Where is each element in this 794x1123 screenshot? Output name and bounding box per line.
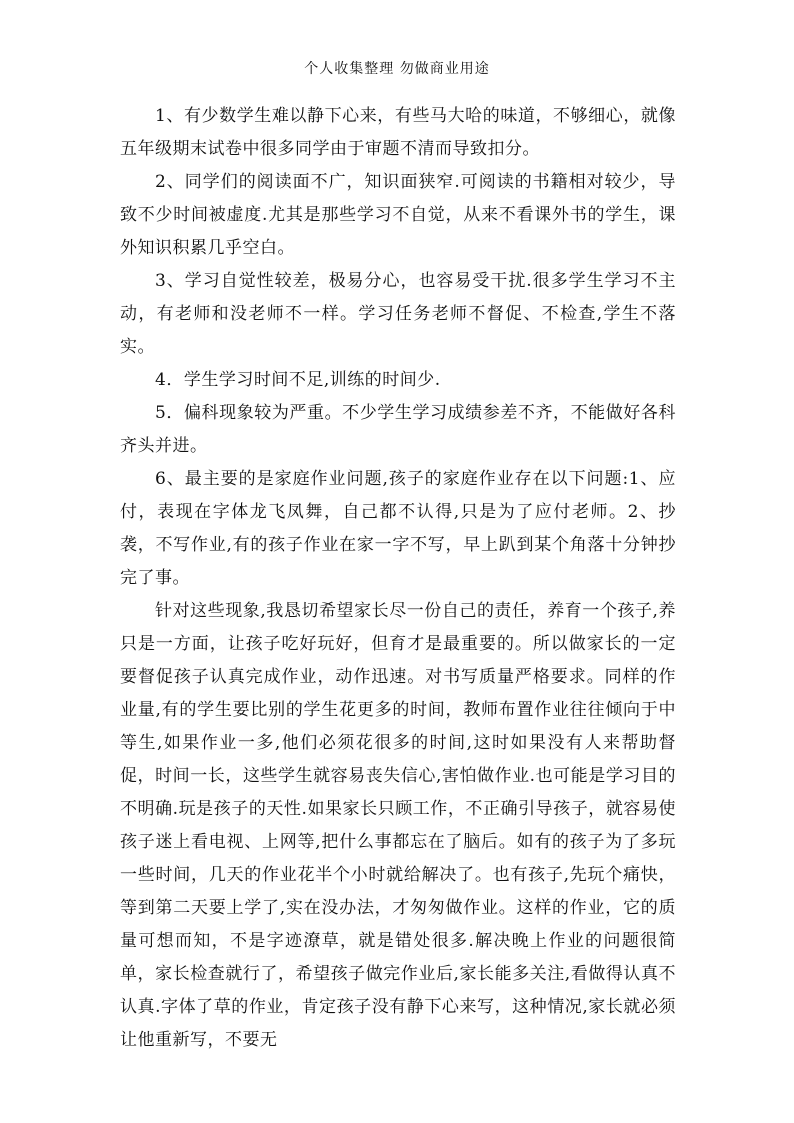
document-body bbox=[120, 100, 676, 1057]
paragraph-2: 2、同学们的阅读面不广，知识面狭窄.可阅读的书籍相对较少，导致不少时间被虚度.尤其是那些学习不自觉，从来不看课外书的学生，课外知识积累几乎空白。 bbox=[120, 172, 676, 258]
paragraph-5: 5．偏科现象较为严重。不少学生学习成绩参差不齐，不能做好各科齐头并进。 bbox=[120, 403, 676, 456]
paragraph-1: 1、有少数学生难以静下心来，有些马大哈的味道，不够细心，就像五年级期末试卷中很多同学由于审题不清而导致扣分。 bbox=[120, 106, 676, 159]
paragraph-3: 3、学习自觉性较差，极易分心，也容易受干扰.很多学生学习不主动，有老师和没老师不一样。学习任务老师不督促、不检查,学生不落实。 bbox=[120, 271, 676, 357]
paragraph-4: 4．学生学习时间不足,训练的时间少. bbox=[155, 370, 441, 390]
paragraph-6: 6、最主要的是家庭作业问题,孩子的家庭作业存在以下问题:1、应付，表现在字体龙飞凤舞，自己都不认得,只是为了应付老师。2、抄袭，不写作业,有的孩子作业在家一字不写，早上趴到某个角落十分钟抄完了事。 bbox=[120, 469, 676, 588]
page-header: 个人收集整理 勿做商业用途 bbox=[304, 61, 490, 77]
paragraph-7: 针对这些现象,我恳切希望家长尽一份自己的责任，养育一个孩子,养只是一方面，让孩子吃好玩好，但育才是最重要的。所以做家长的一定要督促孩子认真完成作业，动作迅速。对书写质量严格要求。同样的作业量,有的学生要比别的学生花更多的时间，教师布置作业往往倾向于中等生,如果作业一多,他们必须花很多的时间,这时如果没有人来帮助督促，时间一长，这些学生就容易丧失信心,害怕做作业.也可能是学习目的不明确.玩是孩子的天性.如果家长只顾工作，不正确引导孩子，就容易使孩子迷上看电视、上网等,把什么事都忘在了脑后。如有的孩子为了多玩一些时间，几天的作业花半个小时就给解决了。也有孩子,先玩个痛快，等到第二天要上学了,实在没办法，才匆匆做作业。这样的作业，它的质量可想而知，不是字迹潦草，就是错处很多.解决晚上作业的问题很简单，家长检查就行了，希望孩子做完作业后,家长能多关注,看做得认真不认真.字体了草的作业，肯定孩子没有静下心来写，这种情况,家长就必须让他重新写，不要无 bbox=[120, 601, 676, 1050]
